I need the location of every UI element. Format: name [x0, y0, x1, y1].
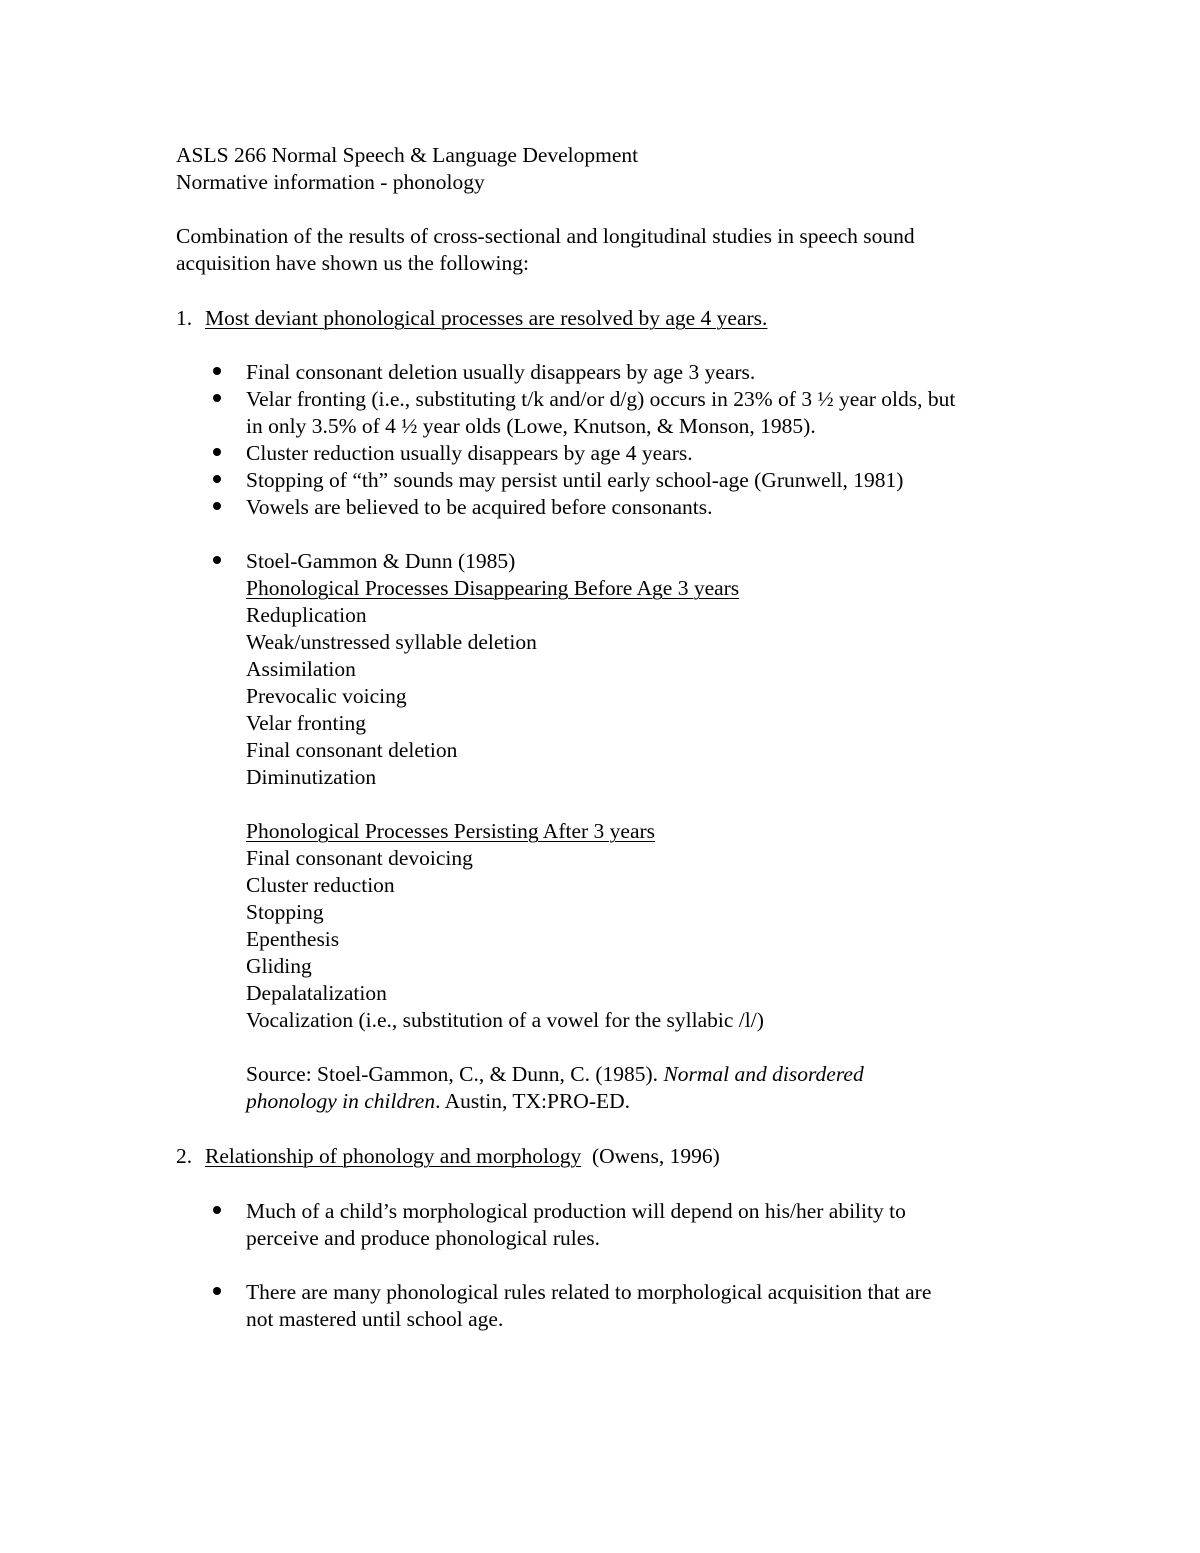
list-item: Prevocalic voicing	[246, 684, 407, 708]
bullet-vowels: Vowels are believed to be acquired before consonants.	[246, 495, 713, 519]
source-line-2	[246, 1088, 630, 1115]
bullet-cluster-reduction: Cluster reduction usually disappears by age 4 years.	[246, 441, 693, 465]
list-item: Final consonant deletion	[246, 738, 458, 762]
list-item: Final consonant devoicing	[246, 846, 473, 870]
bullet-morph-1-cont: perceive and produce phonological rules.	[246, 1226, 601, 1250]
list-item: Diminutization	[246, 765, 377, 789]
bullet-velar-fronting-2: in only 3.5% of 4 ½ year olds (Lowe, Knutson, & Monson, 1985).	[246, 414, 816, 438]
list-item: Vocalization (i.e., substitution of a vowel for the syllabic /l/)	[246, 1008, 764, 1032]
section-1-title: Most deviant phonological processes are resolved by age 4 years.	[205, 306, 768, 330]
list-item: Gliding	[246, 954, 312, 978]
intro-line-2: acquisition have shown us the following:	[176, 251, 529, 275]
intro-line-1: Combination of the results of cross-sectional and longitudinal studies in speech sound	[176, 224, 915, 248]
bullet-icon	[213, 502, 221, 510]
bullet-icon	[213, 367, 221, 375]
bullet-icon	[213, 394, 221, 402]
list-item: Reduplication	[246, 603, 367, 627]
list-item: Depalatalization	[246, 981, 387, 1005]
bullet-icon	[213, 475, 221, 483]
section-1-number: 1.	[176, 306, 193, 330]
bullet-final-consonant: Final consonant deletion usually disappears by age 3 years.	[246, 360, 756, 384]
section-2-number: 2.	[176, 1144, 193, 1168]
bullet-stopping: Stopping of “th” sounds may persist until early school-age (Grunwell, 1981)	[246, 468, 904, 492]
bullet-icon	[213, 556, 221, 564]
list-item: Cluster reduction	[246, 873, 395, 897]
section-2-title: Relationship of phonology and morphology	[205, 1144, 582, 1168]
list-item: Velar fronting	[246, 711, 367, 735]
list-item: Epenthesis	[246, 927, 340, 951]
page-subtitle: Normative information - phonology	[176, 170, 485, 194]
bullet-icon	[213, 1206, 221, 1214]
stoel-citation: Stoel-Gammon & Dunn (1985)	[246, 549, 516, 573]
source-title-part-1: Normal and disordered	[663, 1062, 864, 1086]
section-2-citation: (Owens, 1996)	[581, 1144, 720, 1168]
bullet-morph-1: Much of a child’s morphological production will depend on his/her ability to	[246, 1199, 906, 1223]
after-3-heading: Phonological Processes Persisting After 3 years	[246, 819, 656, 843]
before-3-heading: Phonological Processes Disappearing Before Age 3 years	[246, 576, 740, 600]
source-prefix: Source: Stoel-Gammon, C., & Dunn, C. (1985).	[246, 1062, 664, 1086]
source-title-part-2: phonology in children	[246, 1089, 436, 1113]
source-line-1	[246, 1061, 864, 1088]
bullet-velar-fronting-1: Velar fronting (i.e., substituting t/k and/or d/g) occurs in 23% of 3 ½ year olds, but	[246, 387, 956, 411]
bullet-morph-2: There are many phonological rules related to morphological acquisition that are	[246, 1280, 932, 1304]
list-item: Stopping	[246, 900, 324, 924]
course-title: ASLS 266 Normal Speech & Language Development	[176, 143, 639, 167]
bullet-icon	[213, 448, 221, 456]
list-item: Weak/unstressed syllable deletion	[246, 630, 537, 654]
source-publisher: . Austin, TX:PRO-ED.	[435, 1089, 631, 1113]
section-2-heading	[205, 1143, 720, 1170]
bullet-icon	[213, 1287, 221, 1295]
bullet-morph-2-cont: not mastered until school age.	[246, 1307, 504, 1331]
list-item: Assimilation	[246, 657, 356, 681]
